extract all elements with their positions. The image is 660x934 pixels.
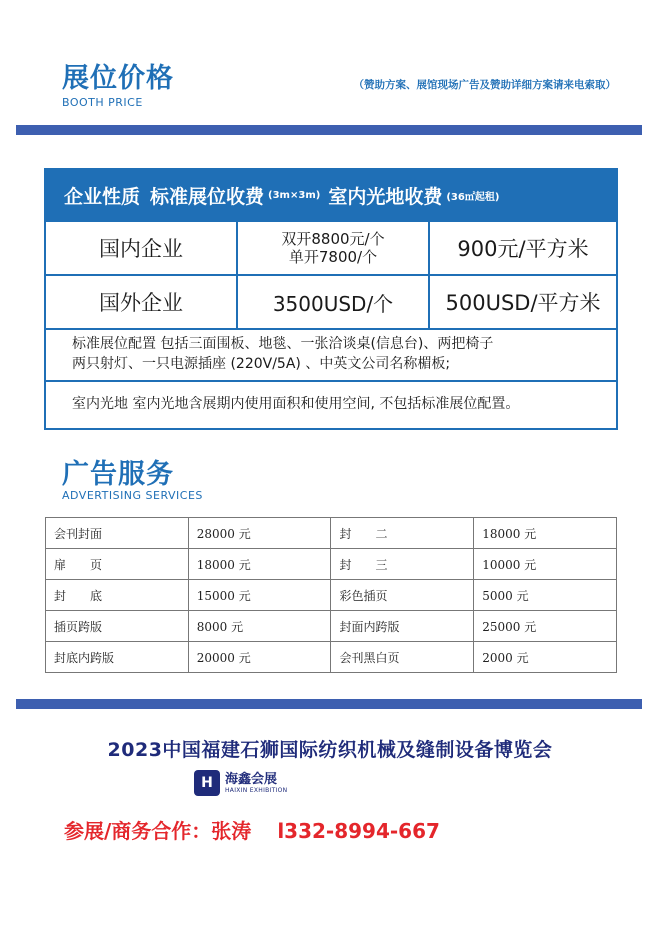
table-row	[46, 642, 617, 673]
foreign-label: 国外企业	[99, 291, 183, 315]
domestic-standard-price	[236, 222, 428, 274]
config-note-line2: 两只射灯、一只电源插座 (220V/5A) 、中英文公司名称楣板;	[72, 356, 451, 372]
table-row	[46, 580, 617, 611]
table-row	[46, 518, 617, 549]
table-cell: 28000 元	[188, 518, 331, 549]
table-cell: 20000 元	[188, 642, 331, 673]
table-cell: 2000 元	[474, 642, 617, 673]
domestic-standard-single: 单开7800/个	[288, 248, 378, 266]
table-cell: 15000 元	[188, 580, 331, 611]
booth-row-domestic	[46, 220, 616, 274]
config-note-line1: 标准展位配置 包括三面围板、地毯、一张洽谈桌(信息台)、两把椅子	[72, 336, 494, 352]
table-cell: 封底内跨版	[46, 642, 189, 673]
header-standard-booth-unit: (3m×3m)	[268, 189, 321, 201]
table-cell: 25000 元	[474, 611, 617, 642]
haixin-logo	[194, 770, 287, 796]
foreign-standard-price: 3500USD/个	[236, 276, 428, 328]
domestic-space-price: 900元/平方米	[428, 222, 616, 274]
table-cell: 会刊封面	[46, 518, 189, 549]
table-cell: 10000 元	[474, 549, 617, 580]
table-row	[46, 611, 617, 642]
table-row	[46, 549, 617, 580]
table-cell: 封 二	[331, 518, 474, 549]
logo-mark-icon: H	[194, 770, 220, 796]
header-raw-space-unit: (36㎡起租)	[446, 191, 500, 203]
table-cell: 8000 元	[188, 611, 331, 642]
contact-phone: l332-8994-667	[277, 819, 440, 843]
divider-bar-top	[16, 125, 642, 135]
table-cell: 18000 元	[188, 549, 331, 580]
divider-bar-bottom	[16, 699, 642, 709]
table-cell: 彩色插页	[331, 580, 474, 611]
standard-booth-config-note	[46, 328, 616, 380]
booth-price-table	[44, 168, 618, 430]
header-enterprise-type: 企业性质	[64, 185, 141, 208]
table-cell: 封 三	[331, 549, 474, 580]
domestic-label: 国内企业	[99, 237, 183, 261]
table-cell: 扉 页	[46, 549, 189, 580]
expo-title: 2023中国福建石狮国际纺织机械及缝制设备博览会	[107, 739, 553, 761]
booth-row-foreign	[46, 274, 616, 328]
header-raw-space: 室内光地收费	[328, 185, 443, 208]
table-cell: 5000 元	[474, 580, 617, 611]
table-cell: 封面内跨版	[331, 611, 474, 642]
table-cell: 18000 元	[474, 518, 617, 549]
booth-price-subtitle: BOOTH PRICE	[62, 96, 143, 109]
contact-label: 参展/商务合作：张涛	[64, 819, 252, 843]
table-cell: 插页跨版	[46, 611, 189, 642]
table-cell: 会刊黑白页	[331, 642, 474, 673]
booth-table-header	[46, 170, 616, 220]
sponsorship-note: （赞助方案、展馆现场广告及赞助详细方案请来电索取）	[353, 79, 616, 91]
advertising-title: 广告服务	[62, 459, 174, 490]
advertising-price-table	[45, 517, 617, 673]
booth-price-title: 展位价格	[62, 63, 174, 94]
contact-line	[64, 815, 440, 844]
raw-space-note: 室内光地 室内光地含展期内使用面积和使用空间, 不包括标准展位配置。	[46, 380, 616, 428]
header-standard-booth: 标准展位收费	[150, 185, 265, 208]
logo-name-cn: 海鑫会展	[225, 772, 278, 787]
advertising-subtitle: ADVERTISING SERVICES	[62, 489, 203, 502]
table-cell: 封 底	[46, 580, 189, 611]
domestic-standard-double: 双开8800元/个	[281, 230, 385, 248]
logo-text	[225, 772, 287, 794]
foreign-space-price: 500USD/平方米	[428, 276, 616, 328]
logo-name-en: HAIXIN EXHIBITION	[225, 787, 288, 794]
